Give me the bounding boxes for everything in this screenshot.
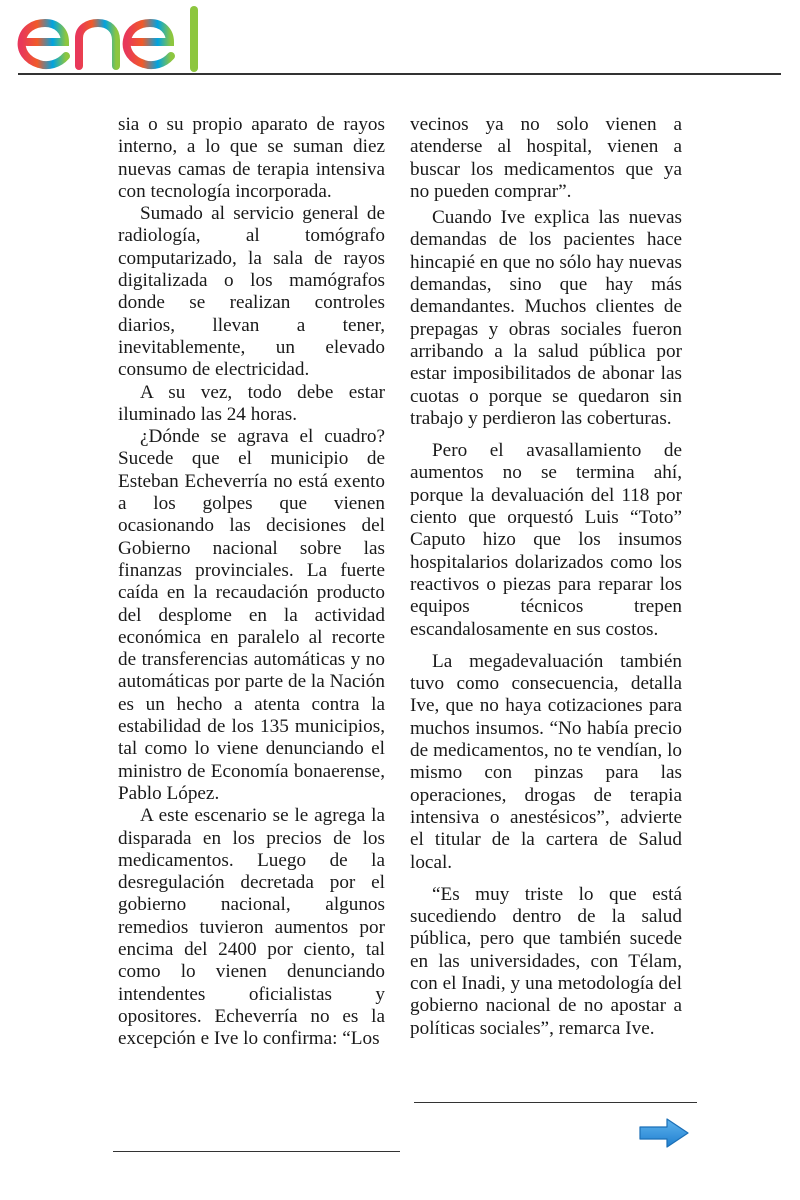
arrow-right-icon: [637, 1116, 691, 1150]
article-column-left: [118, 114, 385, 1050]
column-end-rule-left: [113, 1151, 400, 1152]
column-end-rule-right: [414, 1102, 697, 1103]
paragraph: ¿Dónde se agrava el cuadro? Sucede que el municipio de Esteban Echeverría no está exento a los golpes que vienen ocasionando las decisiones del Gobierno nacional sobre las finanzas provinciales. La fuerte caída en la recaudación producto del desplome en la actividad económica en paralelo al recorte de transferencias automáticas y no automáticas por parte de la Nación es un hecho a atenta contra la estabilidad de los 135 municipios, tal como lo viene denunciando el ministro de Economía bonaerense, Pablo López.: [118, 426, 385, 804]
paragraph: “Es muy triste lo que está sucediendo dentro de la salud pública, pero que también sucede en las universidades, con Télam, con el Inadi, y una metodología del gobierno nacional de no apostar a políticas sociales”, remarca Ive.: [410, 883, 682, 1039]
paragraph: Pero el avasallamiento de aumentos no se termina ahí, porque la devaluación del 118 por ciento que orquestó Luis “Toto” Caputo hizo que los insumos hospitalarios dolarizados como los reactivos o piezas para reparar los equipos técnicos trepen escandalosamente en sus costos.: [410, 440, 682, 640]
enel-logo-mark: [14, 6, 204, 72]
next-page-button[interactable]: [637, 1116, 691, 1150]
paragraph: A su vez, todo debe estar iluminado las 24 horas.: [118, 381, 385, 425]
paragraph: Sumado al servicio general de radiología, al tomógrafo computarizado, la sala de rayos digitalizada o los mamógrafos donde se realizan controles diarios, llevan a tener, inevitablemente, un elevado consumo de electricidad.: [118, 203, 385, 381]
header-divider: [18, 73, 781, 75]
article-column-right: [410, 114, 682, 1040]
paragraph: vecinos ya no solo vienen a atenderse al hospital, vienen a buscar los medicamentos que ya no pueden comprar”.: [410, 114, 682, 202]
paragraph: La megadevaluación también tuvo como consecuencia, detalla Ive, que no haya cotizaciones para muchos insumos. “No había precio de medicamentos, no te vendían, lo mismo con pinzas para las operaciones, drogas de terapia intensiva o anestésicos”, advierte el titular de la cartera de Salud local.: [410, 650, 682, 873]
paragraph: A este escenario se le agrega la disparada en los precios de los medicamentos. Luego de la desregulación decretada por el gobierno nacional, algunos remedios tuvieron aumentos por encima del 2400 por ciento, tal como lo vienen denunciando intendentes oficialistas y opositores. Echeverría no es la excepción e Ive lo confirma: “Los: [118, 805, 385, 1050]
paragraph: Cuando Ive explica las nuevas demandas de los pacientes hace hincapié en que no sólo hay nuevas demandas, sino que hay más demandantes. Muchos clientes de prepagas y obras sociales fueron arribando a la salud pública por estar imposibilitados de abonar las cuotas o porque se quedaron sin trabajo y perdieron las coberturas.: [410, 207, 682, 429]
paragraph: sia o su propio aparato de rayos interno, a lo que se suman diez nuevas camas de terapia intensiva con tecnología incorporada.: [118, 114, 385, 202]
enel-logo: [14, 6, 204, 72]
